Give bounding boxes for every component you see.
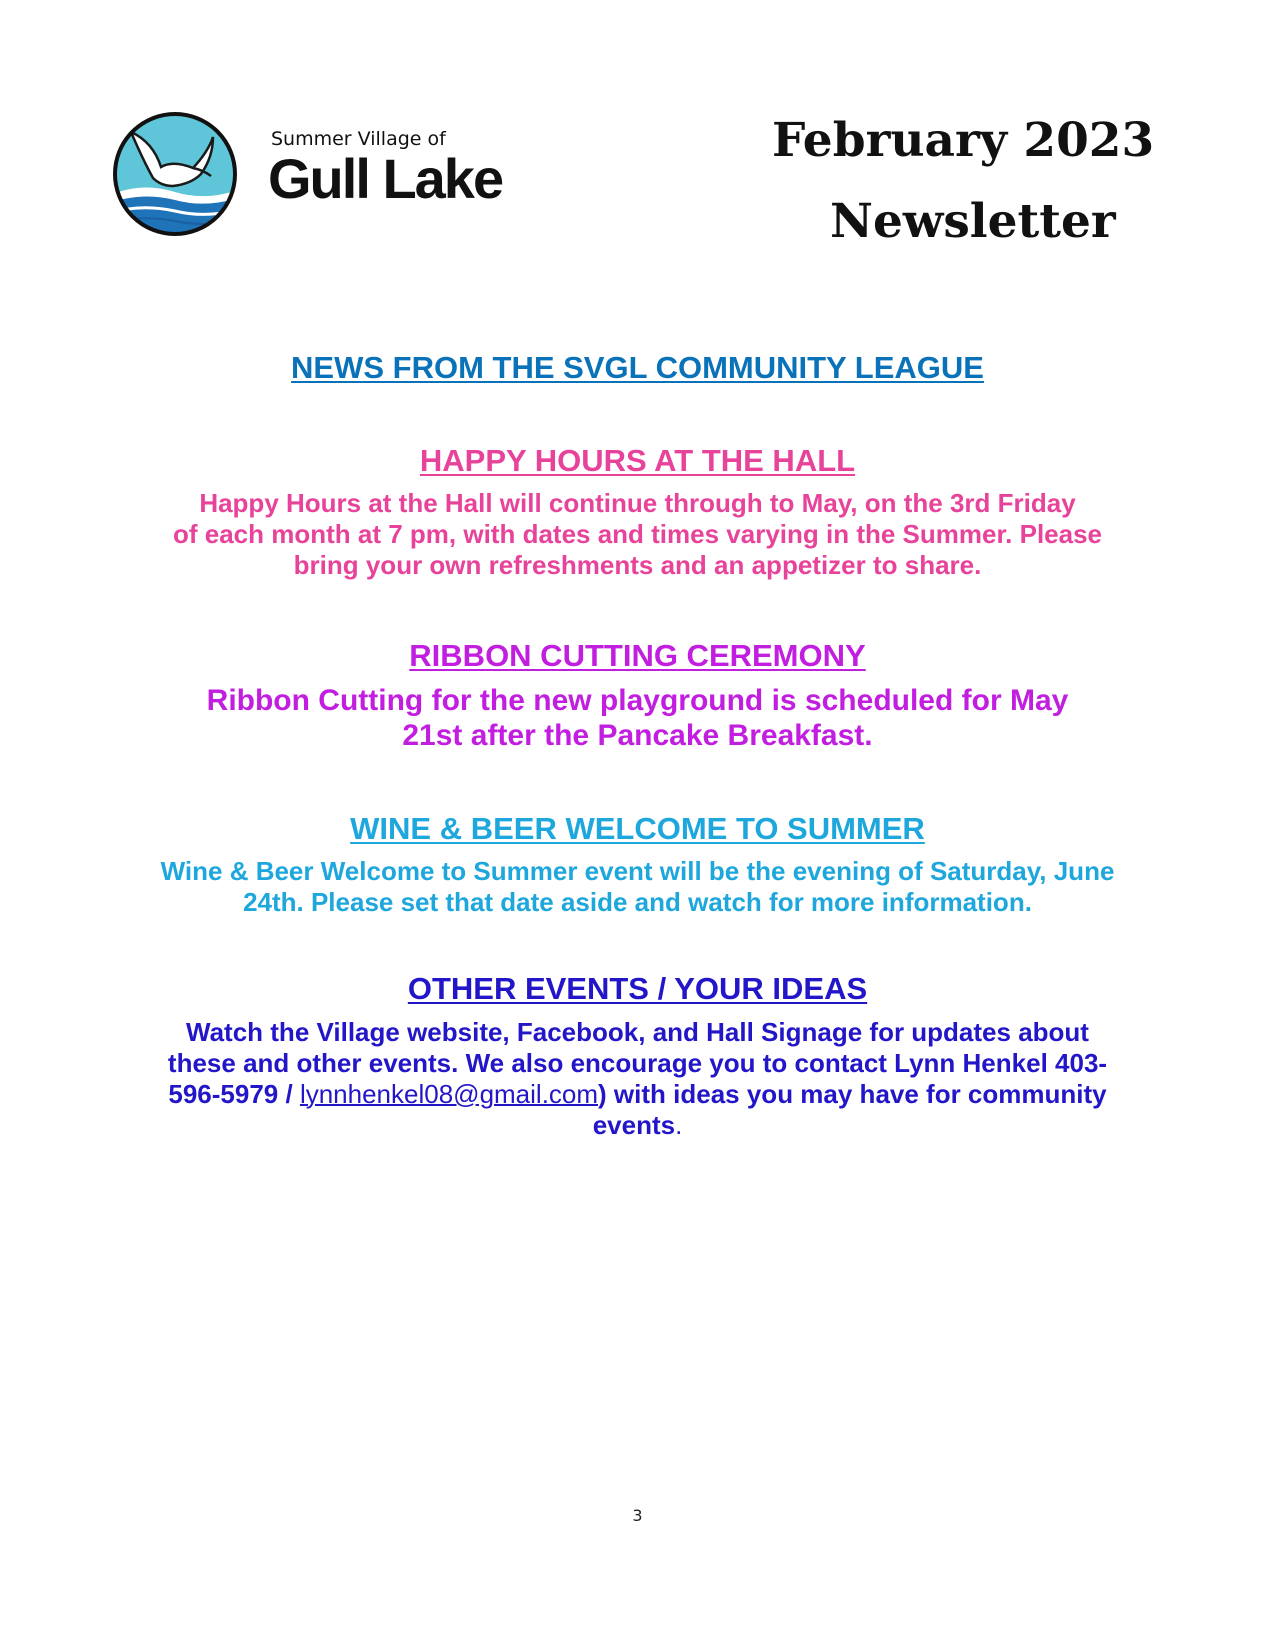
- happy-hours-line: Happy Hours at the Hall will continue through to May, on the 3rd Friday: [199, 488, 1076, 518]
- logo-subtitle: Summer Village of: [271, 128, 446, 150]
- happy-hours-text: [95, 488, 1180, 581]
- other-events-line: [95, 1110, 1180, 1141]
- events-word: events: [592, 1110, 676, 1140]
- ribbon-line: Ribbon Cutting for the new playground is scheduled for May: [206, 684, 1069, 717]
- wine-heading: WINE & BEER WELCOME TO SUMMER: [350, 811, 925, 846]
- gull-lake-logo: [113, 112, 543, 247]
- ribbon-text: [95, 683, 1180, 753]
- page-number: 3: [632, 1506, 643, 1525]
- issue-month: February 2023: [772, 113, 1155, 168]
- other-events-text: [95, 1017, 1180, 1141]
- other-events-heading: OTHER EVENTS / YOUR IDEAS: [407, 971, 868, 1006]
- wine-line: Wine & Beer Welcome to Summer event will be the evening of Saturday, June: [160, 856, 1115, 886]
- happy-hours-line: bring your own refreshments and an appetizer to share.: [293, 550, 982, 580]
- wine-text: [95, 856, 1180, 918]
- email-link[interactable]: lynnhenkel08@gmail.com: [299, 1079, 599, 1109]
- happy-hours-line: of each month at 7 pm, with dates and times varying in the Summer. Please: [172, 519, 1103, 549]
- ribbon-heading: RIBBON CUTTING CEREMONY: [409, 638, 866, 673]
- other-events-line: Watch the Village website, Facebook, and Hall Signage for updates about: [186, 1017, 1089, 1047]
- contact-suffix: ) with ideas you may have for community: [598, 1079, 1107, 1109]
- period: .: [675, 1110, 683, 1140]
- issue-type: Newsletter: [830, 194, 1116, 249]
- wine-line: 24th. Please set that date aside and watch for more information.: [243, 887, 1032, 917]
- other-events-line: [95, 1079, 1180, 1110]
- happy-hours-heading: HAPPY HOURS AT THE HALL: [419, 443, 856, 478]
- gull-emblem-icon: [113, 112, 243, 242]
- logo-name: Gull Lake: [268, 147, 503, 210]
- ribbon-line: 21st after the Pancake Breakfast.: [402, 719, 873, 752]
- other-events-line: these and other events. We also encourage you to contact Lynn Henkel 403-: [167, 1048, 1108, 1078]
- league-heading: NEWS FROM THE SVGL COMMUNITY LEAGUE: [291, 350, 984, 385]
- phone-text: 596-5979 /: [168, 1079, 300, 1109]
